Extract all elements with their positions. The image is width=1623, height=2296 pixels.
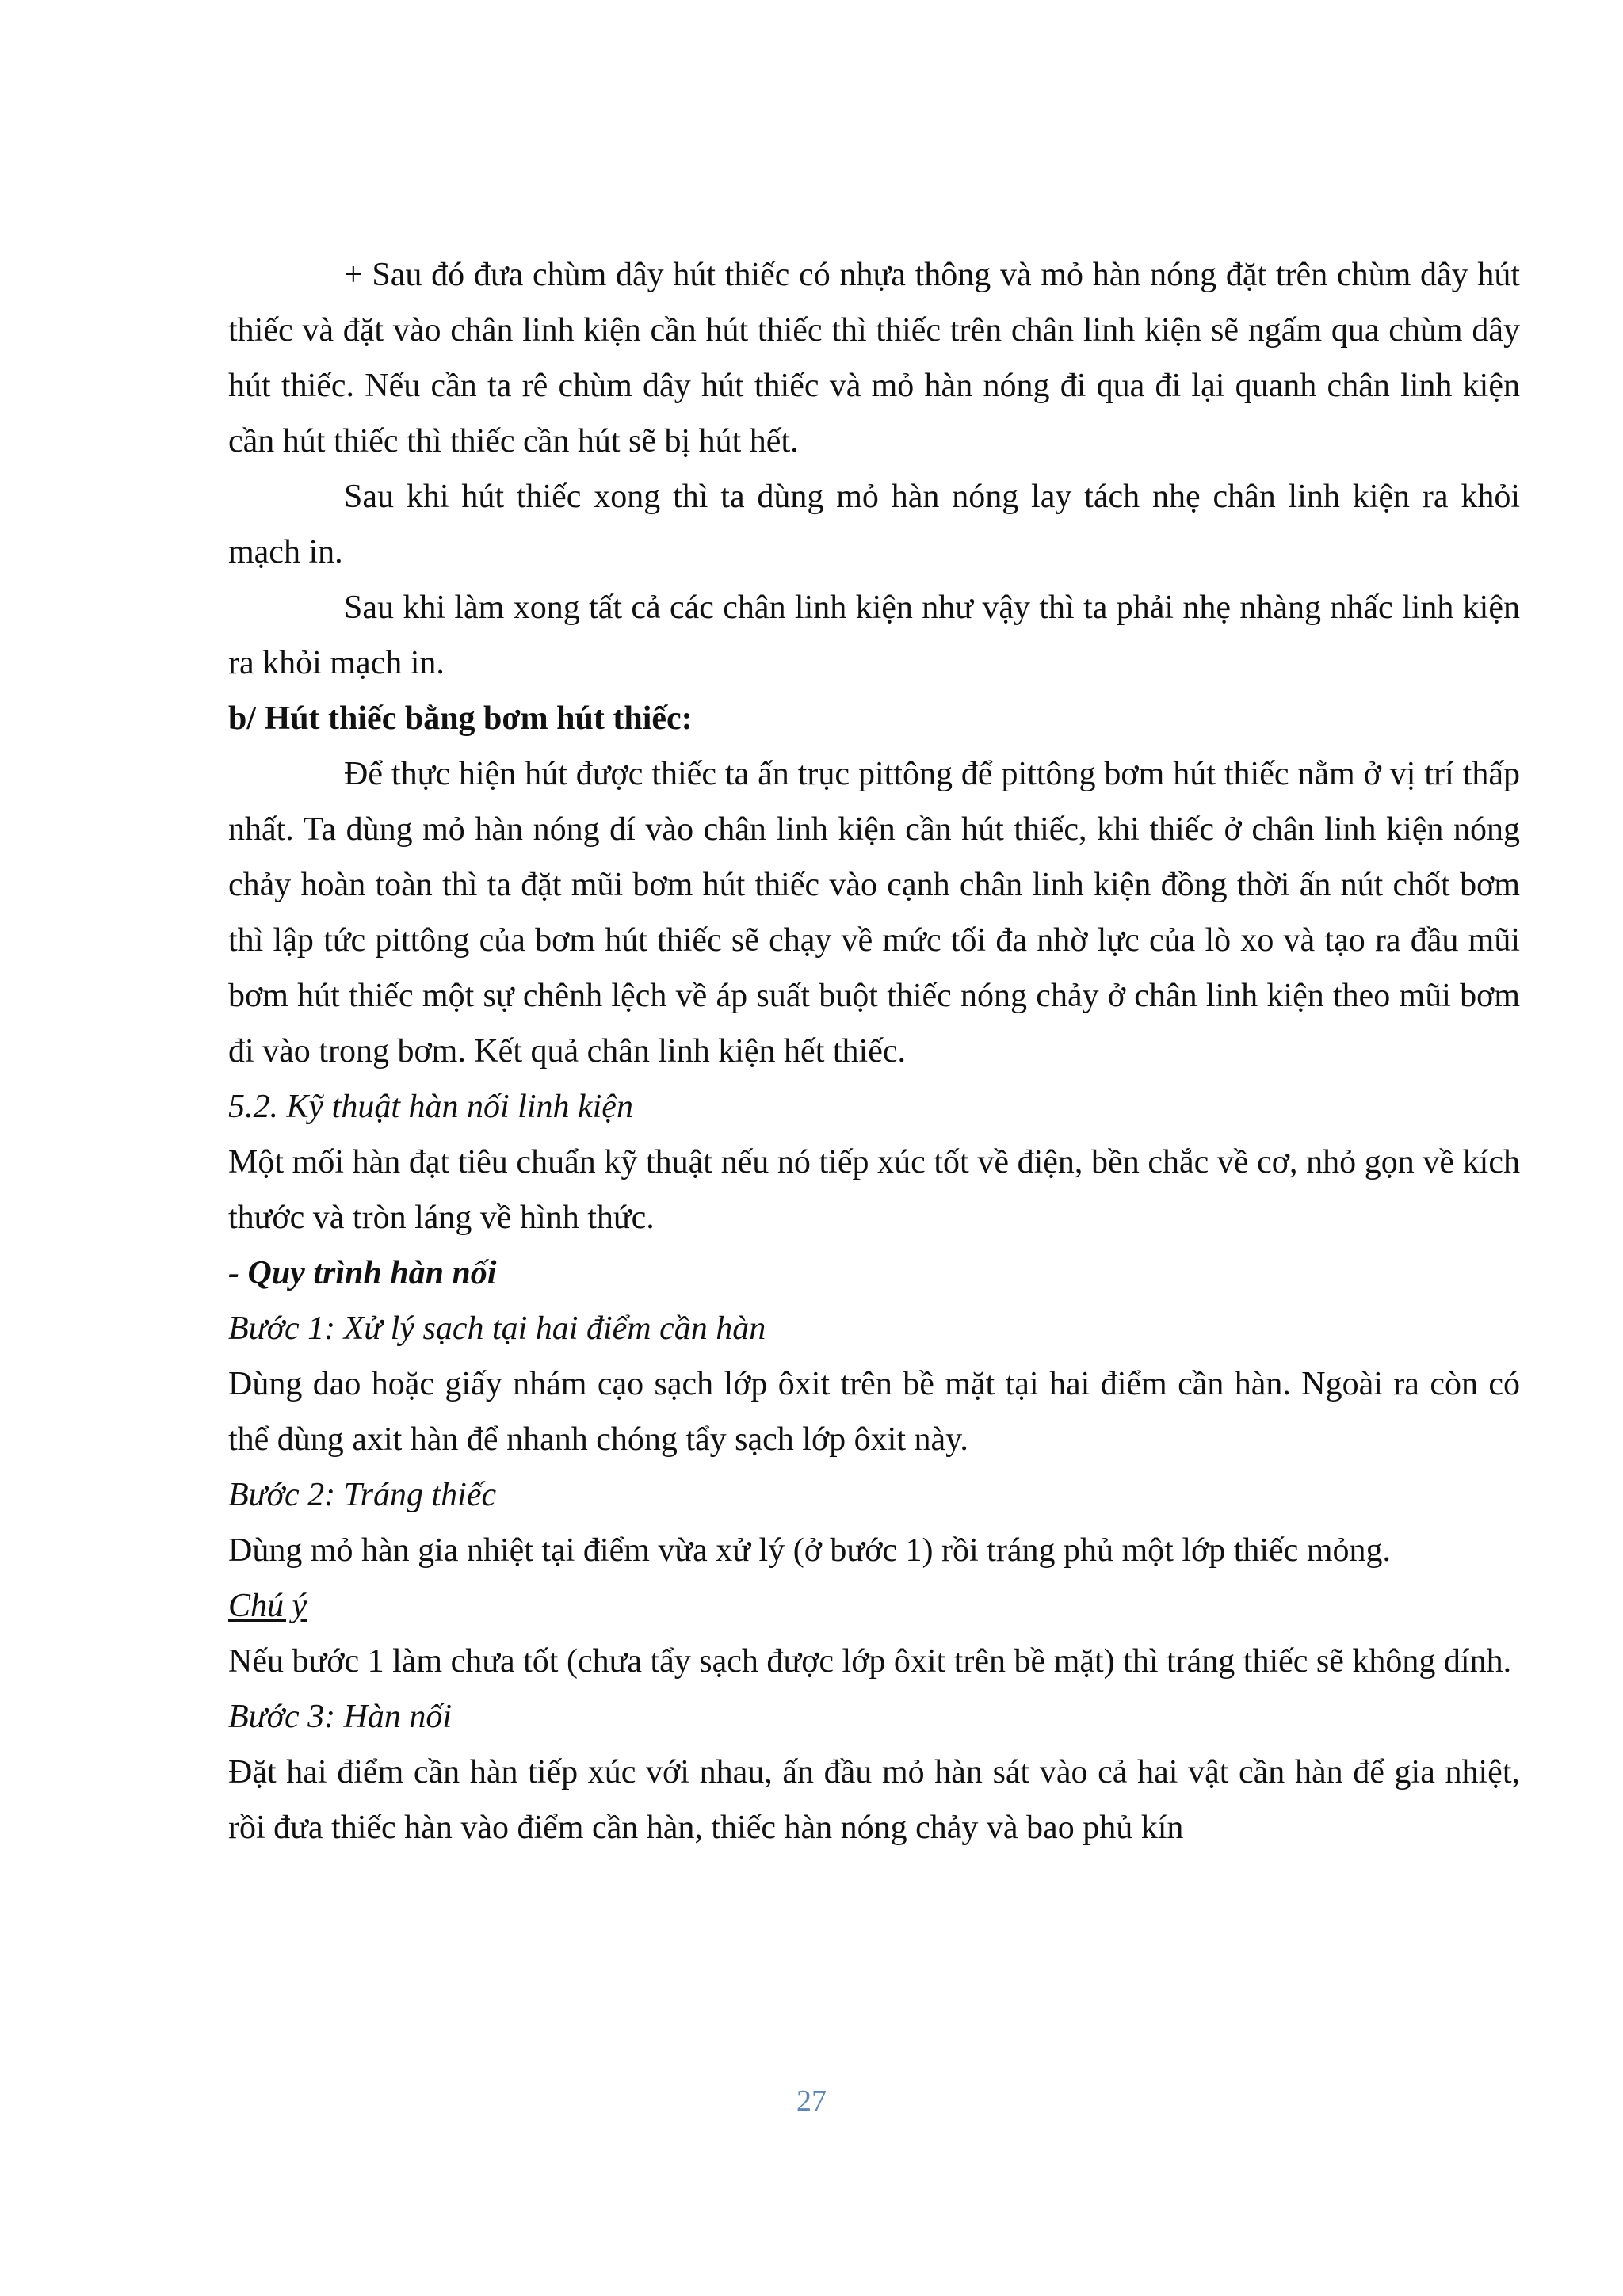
paragraph-step-2: Dùng mỏ hàn gia nhiệt tại điểm vừa xử lý (ở bước 1) rồi tráng phủ một lớp thiếc mỏng. xyxy=(228,1532,1391,1569)
paragraph-step-3: Đặt hai điểm cần hàn tiếp xúc với nhau, ấn đầu mỏ hàn sát vào cả hai vật cần hàn để gia nhiệt, rồi đưa thiếc hàn vào điểm cần hàn, thiếc hàn nóng chảy và bao phủ kín xyxy=(228,1754,1520,1846)
page-body xyxy=(228,247,1520,1855)
paragraph-remove-pin: Sau khi hút thiếc xong thì ta dùng mỏ hàn nóng lay tách nhẹ chân linh kiện ra khỏi mạch in. xyxy=(228,479,1520,570)
heading-desolder-pump: b/ Hút thiếc bằng bơm hút thiếc: xyxy=(228,700,693,737)
heading-step-3: Bước 3: Hàn nối xyxy=(228,1699,453,1735)
paragraph-note: Nếu bước 1 làm chưa tốt (chưa tẩy sạch được lớp ôxit trên bề mặt) thì tráng thiếc sẽ không dính. xyxy=(228,1643,1512,1680)
heading-step-1: Bước 1: Xử lý sạch tại hai điểm cần hàn xyxy=(228,1310,766,1347)
page-number: 27 xyxy=(796,2084,827,2118)
heading-step-2: Bước 2: Tráng thiếc xyxy=(228,1477,497,1513)
heading-section-5-2: 5.2. Kỹ thuật hàn nối linh kiện xyxy=(228,1089,633,1125)
paragraph-step-1: Dùng dao hoặc giấy nhám cạo sạch lớp ôxit trên bề mặt tại hai điểm cần hàn. Ngoài ra còn có thể dùng axit hàn để nhanh chóng tẩy sạch lớp ôxit này. xyxy=(228,1366,1520,1458)
paragraph-lift-component: Sau khi làm xong tất cả các chân linh kiện như vậy thì ta phải nhẹ nhàng nhấc linh kiện ra khỏi mạch in. xyxy=(228,589,1520,681)
paragraph-desolder-pump-steps: Để thực hiện hút được thiếc ta ấn trục pittông để pittông bơm hút thiếc nằm ở vị trí thấp nhất. Ta dùng mỏ hàn nóng dí vào chân linh kiện cần hút thiếc, khi thiếc ở chân linh kiện nóng chảy hoàn toàn thì ta đặt mũi bơm hút thiếc vào cạnh chân linh kiện đồng thời ấn nút chốt bơm thì lập tức pittông của bơm hút thiếc sẽ chạy về mức tối đa nhờ lực của lò xo và tạo ra đầu mũi bơm hút thiếc một sự chênh lệch về áp suất buột thiếc nóng chảy ở chân linh kiện theo mũi bơm đi vào trong bơm. Kết quả chân linh kiện hết thiếc. xyxy=(228,756,1520,1070)
heading-soldering-procedure: - Quy trình hàn nối xyxy=(228,1255,497,1291)
paragraph-desolder-wick-steps: + Sau đó đưa chùm dây hút thiếc có nhựa thông và mỏ hàn nóng đặt trên chùm dây hút thiếc và đặt vào chân linh kiện cần hút thiếc thì thiếc trên chân linh kiện sẽ ngấm qua chùm dây hút thiếc. Nếu cần ta rê chùm dây hút thiếc và mỏ hàn nóng đi qua đi lại quanh chân linh kiện cần hút thiếc thì thiếc cần hút sẽ bị hút hết. xyxy=(228,257,1520,460)
paragraph-solder-joint-standard: Một mối hàn đạt tiêu chuẩn kỹ thuật nếu nó tiếp xúc tốt về điện, bền chắc về cơ, nhỏ gọn về kích thước và tròn láng về hình thức. xyxy=(228,1144,1520,1236)
heading-note: Chú ý xyxy=(228,1588,307,1624)
